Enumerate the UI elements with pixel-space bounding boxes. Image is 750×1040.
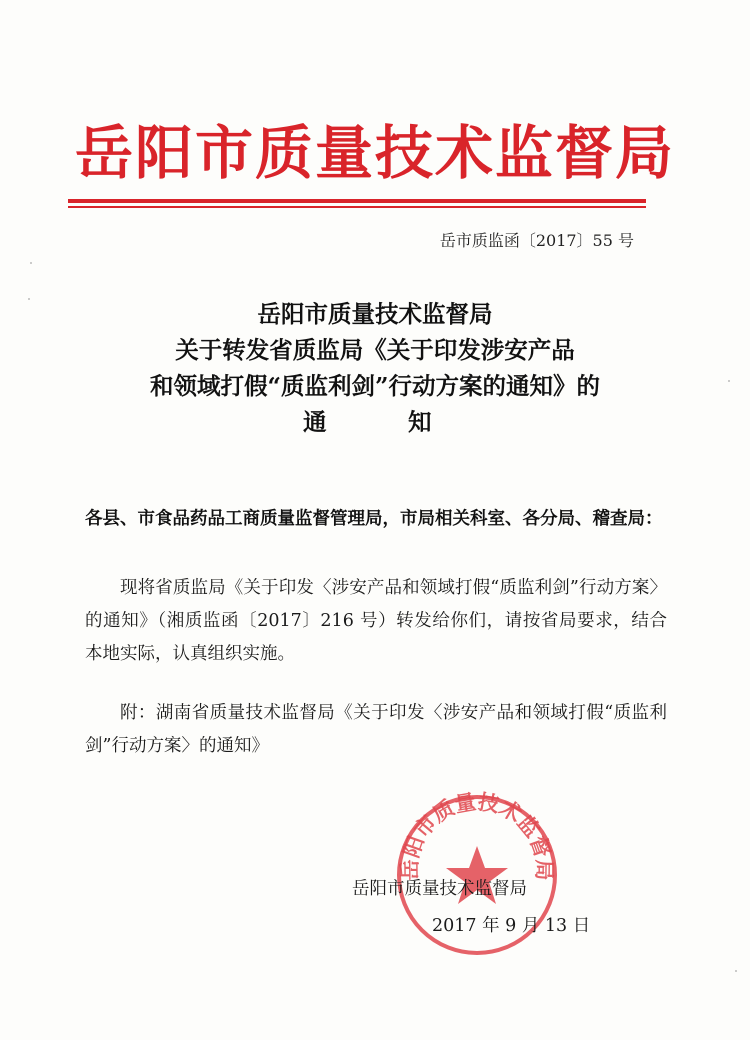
title-word-notice-1: 通 xyxy=(303,408,327,436)
letterhead-title: 岳阳市质量技术监督局 xyxy=(74,119,675,187)
scan-speck xyxy=(735,970,737,972)
seal-text: 岳阳市质量技术监督局 xyxy=(397,790,557,881)
scan-speck xyxy=(28,298,30,300)
title-line-3: 和领域打假“质监利剑”行动方案的通知》的 xyxy=(149,372,601,400)
attachment-note: 附：湖南省质量技术监督局《关于印发〈涉安产品和领域打假“质监利剑”行动方案〉的通知》 xyxy=(85,703,667,756)
title-line-4 xyxy=(70,404,680,444)
body-paragraph: 现将省质监局《关于印发〈涉安产品和领域打假“质监利剑”行动方案〉的通知》（湘质监函〔2017〕216 号）转发给你们，请按省局要求，结合本地实际，认真组织实施。 xyxy=(85,578,667,664)
signature-org: 岳阳市质量技术监督局 xyxy=(352,879,527,899)
title-line-1: 岳阳市质量技术监督局 xyxy=(257,300,493,328)
scan-speck xyxy=(30,262,32,264)
scan-speck xyxy=(728,380,730,382)
addressee: 各县、市食品药品工商质量监督管理局，市局相关科室、各分局、稽查局： xyxy=(85,509,663,529)
letterhead-rule-thick xyxy=(68,199,646,203)
document-number: 岳市质监函〔2017〕55 号 xyxy=(439,231,634,250)
signature-date: 2017 年 9 月 13 日 xyxy=(432,916,591,936)
title-word-notice-2: 知 xyxy=(408,408,432,436)
notice-title xyxy=(70,296,680,444)
letterhead-rule-thin xyxy=(68,206,646,208)
title-line-2: 关于转发省质监局《关于印发涉安产品 xyxy=(175,336,575,364)
